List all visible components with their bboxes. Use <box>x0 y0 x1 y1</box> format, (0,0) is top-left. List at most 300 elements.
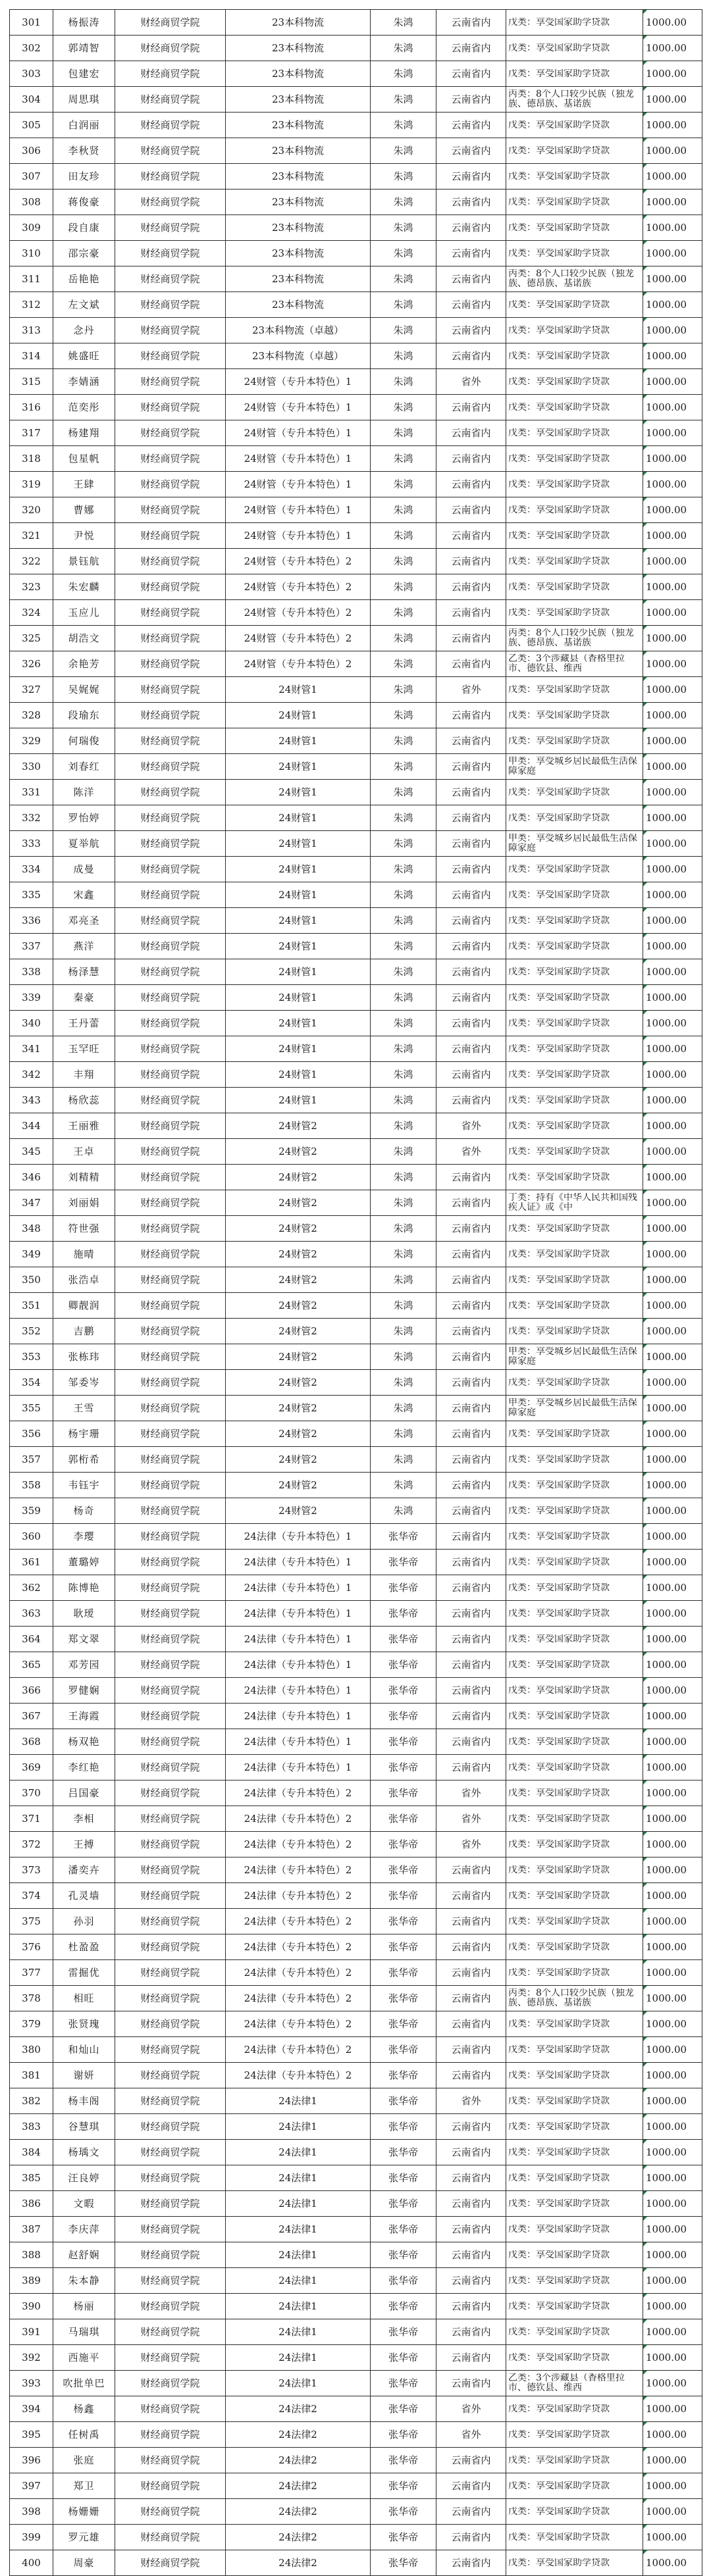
subsidy-amount-cell: 1000.00 <box>643 2319 702 2345</box>
subsidy-category-text: 戊类：享受国家助学贷款 <box>508 43 610 53</box>
school-name-cell: 财经商贸学院 <box>115 215 226 241</box>
subsidy-category-cell <box>506 1370 643 1396</box>
subsidy-amount-cell: 1000.00 <box>643 1883 702 1909</box>
origin-region-cell: 云南省内 <box>436 164 506 189</box>
student-name-cell: 李秋贤 <box>53 138 115 164</box>
subsidy-amount-cell: 1000.00 <box>643 2473 702 2499</box>
subsidy-category-text: 戊类：享受国家助学贷款 <box>508 2532 610 2542</box>
subsidy-amount-cell: 1000.00 <box>643 1678 702 1704</box>
table-row <box>10 1190 702 1216</box>
subsidy-amount-cell: 1000.00 <box>643 1319 702 1344</box>
school-name-cell: 财经商贸学院 <box>115 87 226 113</box>
counselor-name-cell: 朱鸿 <box>371 1267 436 1293</box>
subsidy-category-cell <box>506 1293 643 1319</box>
student-name-cell: 罗元雄 <box>53 2525 115 2550</box>
subsidy-category-text: 戊类：享受国家助学贷款 <box>508 2224 610 2235</box>
counselor-name-cell: 张华帝 <box>371 1575 436 1601</box>
counselor-name-cell: 朱鸿 <box>371 343 436 369</box>
subsidy-category-text: 戊类：享受国家助学贷款 <box>508 1223 610 1234</box>
subsidy-category-cell <box>506 446 643 472</box>
subsidy-category-cell <box>506 1498 643 1524</box>
row-number-cell: 379 <box>10 2011 53 2037</box>
origin-region-cell: 省外 <box>436 677 506 703</box>
subsidy-amount-cell: 1000.00 <box>643 2217 702 2242</box>
student-name-cell: 白润丽 <box>53 113 115 138</box>
origin-region-cell: 云南省内 <box>436 1319 506 1344</box>
subsidy-amount-cell: 1000.00 <box>643 1857 702 1883</box>
origin-region-cell: 云南省内 <box>436 1601 506 1627</box>
origin-region-cell: 云南省内 <box>436 446 506 472</box>
origin-region-cell: 云南省内 <box>436 497 506 523</box>
subsidy-category-cell <box>506 1319 643 1344</box>
student-name-cell: 宋鑫 <box>53 882 115 908</box>
school-name-cell: 财经商贸学院 <box>115 2217 226 2242</box>
class-name-cell: 24财管1 <box>226 831 371 857</box>
origin-region-cell: 云南省内 <box>436 1704 506 1729</box>
student-name-cell: 段瑜东 <box>53 703 115 728</box>
school-name-cell: 财经商贸学院 <box>115 1319 226 1344</box>
origin-region-cell: 云南省内 <box>436 1729 506 1755</box>
subsidy-category-cell <box>506 1113 643 1139</box>
class-name-cell: 24财管（专升本特色）1 <box>226 369 371 395</box>
subsidy-category-text: 戊类：享受国家助学贷款 <box>508 17 610 28</box>
school-name-cell: 财经商贸学院 <box>115 1960 226 1986</box>
subsidy-category-text: 戊类：享受国家助学贷款 <box>508 2096 610 2106</box>
subsidy-category-cell <box>506 2191 643 2217</box>
student-name-cell: 李璎 <box>53 1524 115 1550</box>
subsidy-amount-cell: 1000.00 <box>643 395 702 420</box>
row-number-cell: 327 <box>10 677 53 703</box>
school-name-cell: 财经商贸学院 <box>115 369 226 395</box>
class-name-cell: 24法律2 <box>226 2525 371 2550</box>
subsidy-amount-cell: 1000.00 <box>643 1447 702 1473</box>
school-name-cell: 财经商贸学院 <box>115 1755 226 1780</box>
student-name-cell: 朱本静 <box>53 2268 115 2294</box>
subsidy-category-text: 戊类：享受国家助学贷款 <box>508 1685 610 1696</box>
origin-region-cell: 云南省内 <box>436 2217 506 2242</box>
student-name-cell: 郭靖智 <box>53 36 115 61</box>
subsidy-category-text: 戊类：享受国家助学贷款 <box>508 890 610 900</box>
school-name-cell: 财经商贸学院 <box>115 2140 226 2165</box>
school-name-cell: 财经商贸学院 <box>115 138 226 164</box>
class-name-cell: 24法律（专升本特色）1 <box>226 1524 371 1550</box>
row-number-cell: 302 <box>10 36 53 61</box>
class-name-cell: 24财管1 <box>226 677 371 703</box>
student-name-cell: 景钰航 <box>53 549 115 574</box>
subsidy-category-cell <box>506 369 643 395</box>
student-name-cell: 吕国豪 <box>53 1780 115 1806</box>
school-name-cell: 财经商贸学院 <box>115 1934 226 1960</box>
counselor-name-cell: 张华帝 <box>371 2268 436 2294</box>
table-row <box>10 10 702 36</box>
counselor-name-cell: 朱鸿 <box>371 677 436 703</box>
table-row <box>10 2268 702 2294</box>
row-number-cell: 396 <box>10 2448 53 2473</box>
row-number-cell: 323 <box>10 574 53 600</box>
subsidy-category-cell <box>506 1883 643 1909</box>
subsidy-category-text: 戊类：享受国家助学贷款 <box>508 1736 610 1747</box>
origin-region-cell: 云南省内 <box>436 1755 506 1780</box>
class-name-cell: 24财管1 <box>226 882 371 908</box>
school-name-cell: 财经商贸学院 <box>115 1832 226 1857</box>
counselor-name-cell: 张华帝 <box>371 1909 436 1934</box>
subsidy-category-text: 乙类：3个涉藏县（香格里拉市、德钦县、维西 <box>508 2373 625 2393</box>
origin-region-cell: 省外 <box>436 369 506 395</box>
class-name-cell: 24法律（专升本特色）2 <box>226 1986 371 2011</box>
school-name-cell: 财经商贸学院 <box>115 1088 226 1113</box>
row-number-cell: 308 <box>10 189 53 215</box>
origin-region-cell: 云南省内 <box>436 908 506 934</box>
subsidy-category-cell <box>506 2550 643 2576</box>
row-number-cell: 315 <box>10 369 53 395</box>
counselor-name-cell: 朱鸿 <box>371 1473 436 1498</box>
subsidy-category-cell <box>506 1755 643 1780</box>
subsidy-category-cell <box>506 1139 643 1165</box>
subsidy-category-text: 戊类：享受国家助学贷款 <box>508 1480 610 1490</box>
subsidy-amount-cell: 1000.00 <box>643 266 702 292</box>
row-number-cell: 359 <box>10 1498 53 1524</box>
subsidy-amount-cell: 1000.00 <box>643 523 702 549</box>
class-name-cell: 24财管2 <box>226 1293 371 1319</box>
subsidy-amount-cell: 1000.00 <box>643 2396 702 2422</box>
subsidy-category-cell <box>506 292 643 318</box>
origin-region-cell: 云南省内 <box>436 113 506 138</box>
row-number-cell: 386 <box>10 2191 53 2217</box>
subsidy-category-text: 戊类：享受国家助学贷款 <box>508 1967 610 1978</box>
table-row <box>10 1883 702 1909</box>
subsidy-category-text: 甲类：享受城乡居民最低生活保障家庭 <box>508 1347 637 1367</box>
table-body <box>10 10 702 2576</box>
subsidy-category-text: 戊类：享受国家助学贷款 <box>508 813 610 823</box>
table-row <box>10 1216 702 1242</box>
row-number-cell: 346 <box>10 1165 53 1190</box>
counselor-name-cell: 朱鸿 <box>371 1011 436 1036</box>
row-number-cell: 391 <box>10 2319 53 2345</box>
origin-region-cell: 省外 <box>436 2422 506 2448</box>
class-name-cell: 24法律1 <box>226 2140 371 2165</box>
table-row <box>10 626 702 651</box>
subsidy-category-cell <box>506 395 643 420</box>
subsidy-category-cell <box>506 2165 643 2191</box>
school-name-cell: 财经商贸学院 <box>115 1011 226 1036</box>
table-row <box>10 2088 702 2114</box>
school-name-cell: 财经商贸学院 <box>115 10 226 36</box>
origin-region-cell: 云南省内 <box>436 10 506 36</box>
table-row <box>10 2525 702 2550</box>
class-name-cell: 24财管2 <box>226 1498 371 1524</box>
origin-region-cell: 云南省内 <box>436 61 506 87</box>
subsidy-category-text: 戊类：享受国家助学贷款 <box>508 1121 610 1131</box>
table-row <box>10 2037 702 2063</box>
student-name-cell: 杨振涛 <box>53 10 115 36</box>
subsidy-amount-cell: 1000.00 <box>643 1575 702 1601</box>
table-row <box>10 1293 702 1319</box>
school-name-cell: 财经商贸学院 <box>115 805 226 831</box>
row-number-cell: 367 <box>10 1704 53 1729</box>
counselor-name-cell: 朱鸿 <box>371 1216 436 1242</box>
counselor-name-cell: 张华帝 <box>371 2371 436 2396</box>
row-number-cell: 360 <box>10 1524 53 1550</box>
class-name-cell: 24法律（专升本特色）1 <box>226 1575 371 1601</box>
student-name-cell: 成曼 <box>53 857 115 882</box>
subsidy-category-text: 戊类：享受国家助学贷款 <box>508 1095 610 1105</box>
row-number-cell: 328 <box>10 703 53 728</box>
subsidy-amount-cell: 1000.00 <box>643 1421 702 1447</box>
subsidy-amount-cell: 1000.00 <box>643 2371 702 2396</box>
subsidy-amount-cell: 1000.00 <box>643 318 702 343</box>
subsidy-category-cell <box>506 780 643 805</box>
origin-region-cell: 云南省内 <box>436 266 506 292</box>
student-name-cell: 姚盛旺 <box>53 343 115 369</box>
origin-region-cell: 云南省内 <box>436 36 506 61</box>
subsidy-amount-cell: 1000.00 <box>643 1396 702 1421</box>
origin-region-cell: 云南省内 <box>436 1011 506 1036</box>
table-row <box>10 2063 702 2088</box>
table-row <box>10 1319 702 1344</box>
table-row <box>10 113 702 138</box>
subsidy-category-cell <box>506 87 643 113</box>
subsidy-category-text: 戊类：享受国家助学贷款 <box>508 2198 610 2209</box>
subsidy-category-text: 丙类：8个人口较少民族（独龙族、德昂族、基诺族 <box>508 1988 634 2008</box>
subsidy-category-cell <box>506 2037 643 2063</box>
origin-region-cell: 云南省内 <box>436 1934 506 1960</box>
school-name-cell: 财经商贸学院 <box>115 1780 226 1806</box>
school-name-cell: 财经商贸学院 <box>115 1139 226 1165</box>
table-row <box>10 677 702 703</box>
subsidy-amount-cell: 1000.00 <box>643 2525 702 2550</box>
row-number-cell: 366 <box>10 1678 53 1704</box>
table-row <box>10 2140 702 2165</box>
subsidy-amount-cell: 1000.00 <box>643 2422 702 2448</box>
subsidy-category-text: 戊类：享受国家助学贷款 <box>508 607 610 618</box>
student-name-cell: 陈洋 <box>53 780 115 805</box>
student-name-cell: 董璐婷 <box>53 1550 115 1575</box>
origin-region-cell: 云南省内 <box>436 1421 506 1447</box>
subsidy-amount-cell: 1000.00 <box>643 574 702 600</box>
class-name-cell: 23本科物流（卓越） <box>226 318 371 343</box>
table-row <box>10 2319 702 2345</box>
subsidy-category-text: 戊类：享受国家助学贷款 <box>508 2558 610 2568</box>
table-row <box>10 1421 702 1447</box>
counselor-name-cell: 朱鸿 <box>371 395 436 420</box>
row-number-cell: 352 <box>10 1319 53 1344</box>
student-name-cell: 杨姗姗 <box>53 2499 115 2525</box>
school-name-cell: 财经商贸学院 <box>115 2371 226 2396</box>
student-name-cell: 包星帆 <box>53 446 115 472</box>
class-name-cell: 24财管（专升本特色）2 <box>226 574 371 600</box>
origin-region-cell: 云南省内 <box>436 292 506 318</box>
subsidy-category-text: 戊类：享受国家助学贷款 <box>508 1018 610 1028</box>
student-name-cell: 秦豪 <box>53 985 115 1011</box>
counselor-name-cell: 张华帝 <box>371 2396 436 2422</box>
subsidy-category-text: 戊类：享受国家助学贷款 <box>508 2429 610 2440</box>
table-row <box>10 472 702 497</box>
subsidy-category-cell <box>506 2422 643 2448</box>
origin-region-cell: 云南省内 <box>436 241 506 266</box>
class-name-cell: 24财管（专升本特色）1 <box>226 523 371 549</box>
subsidy-amount-cell: 1000.00 <box>643 1909 702 1934</box>
subsidy-amount-cell: 1000.00 <box>643 113 702 138</box>
table-row <box>10 882 702 908</box>
subsidy-category-text: 戊类：享受国家助学贷款 <box>508 505 610 515</box>
subsidy-category-cell <box>506 1960 643 1986</box>
table-row <box>10 292 702 318</box>
student-name-cell: 念丹 <box>53 318 115 343</box>
student-name-cell: 西施平 <box>53 2345 115 2371</box>
table-row <box>10 189 702 215</box>
subsidy-category-text: 戊类：享受国家助学贷款 <box>508 2506 610 2517</box>
origin-region-cell: 云南省内 <box>436 1165 506 1190</box>
row-number-cell: 372 <box>10 1832 53 1857</box>
subsidy-category-cell <box>506 1934 643 1960</box>
counselor-name-cell: 张华帝 <box>371 2037 436 2063</box>
class-name-cell: 23本科物流 <box>226 87 371 113</box>
subsidy-amount-cell: 1000.00 <box>643 677 702 703</box>
student-name-cell: 朱宏麟 <box>53 574 115 600</box>
subsidy-category-cell <box>506 138 643 164</box>
class-name-cell: 24法律（专升本特色）2 <box>226 1909 371 1934</box>
subsidy-category-cell <box>506 626 643 651</box>
subsidy-amount-cell: 1000.00 <box>643 1755 702 1780</box>
subsidy-category-cell <box>506 1678 643 1704</box>
origin-region-cell: 云南省内 <box>436 215 506 241</box>
table-row <box>10 1934 702 1960</box>
subsidy-category-cell <box>506 549 643 574</box>
subsidy-category-cell <box>506 189 643 215</box>
row-number-cell: 397 <box>10 2473 53 2499</box>
class-name-cell: 24财管（专升本特色）2 <box>226 549 371 574</box>
origin-region-cell: 云南省内 <box>436 2191 506 2217</box>
subsidy-category-cell <box>506 1575 643 1601</box>
table-row <box>10 1344 702 1370</box>
school-name-cell: 财经商贸学院 <box>115 1370 226 1396</box>
origin-region-cell: 云南省内 <box>436 1216 506 1242</box>
counselor-name-cell: 朱鸿 <box>371 857 436 882</box>
row-number-cell: 344 <box>10 1113 53 1139</box>
subsidy-amount-cell: 1000.00 <box>643 703 702 728</box>
subsidy-amount-cell: 1000.00 <box>643 292 702 318</box>
school-name-cell: 财经商贸学院 <box>115 2550 226 2576</box>
counselor-name-cell: 张华帝 <box>371 1883 436 1909</box>
origin-region-cell: 云南省内 <box>436 1396 506 1421</box>
subsidy-category-text: 戊类：享受国家助学贷款 <box>508 736 610 746</box>
subsidy-amount-cell: 1000.00 <box>643 2140 702 2165</box>
subsidy-category-text: 戊类：享受国家助学贷款 <box>508 1890 610 1901</box>
origin-region-cell: 省外 <box>436 1139 506 1165</box>
subsidy-category-text: 戊类：享受国家助学贷款 <box>508 1300 610 1311</box>
origin-region-cell: 省外 <box>436 1832 506 1857</box>
origin-region-cell: 云南省内 <box>436 2011 506 2037</box>
table-row <box>10 241 702 266</box>
counselor-name-cell: 张华帝 <box>371 2499 436 2525</box>
subsidy-amount-cell: 1000.00 <box>643 2165 702 2191</box>
origin-region-cell: 云南省内 <box>436 703 506 728</box>
class-name-cell: 24法律（专升本特色）2 <box>226 1780 371 1806</box>
class-name-cell: 24财管（专升本特色）1 <box>226 472 371 497</box>
row-number-cell: 354 <box>10 1370 53 1396</box>
subsidy-category-text: 戊类：享受国家助学贷款 <box>508 376 610 387</box>
school-name-cell: 财经商贸学院 <box>115 318 226 343</box>
subsidy-category-text: 戊类：享受国家助学贷款 <box>508 248 610 259</box>
subsidy-amount-cell: 1000.00 <box>643 1806 702 1832</box>
class-name-cell: 23本科物流 <box>226 189 371 215</box>
subsidy-category-text: 甲类：享受城乡居民最低生活保障家庭 <box>508 1398 637 1418</box>
counselor-name-cell: 朱鸿 <box>371 446 436 472</box>
class-name-cell: 24法律2 <box>226 2448 371 2473</box>
class-name-cell: 24财管1 <box>226 908 371 934</box>
subsidy-category-text: 丙类：8个人口较少民族（独龙族、德昂族、基诺族 <box>508 628 634 648</box>
student-name-cell: 韦钰宇 <box>53 1473 115 1498</box>
class-name-cell: 24法律（专升本特色）1 <box>226 1601 371 1627</box>
subsidy-amount-cell: 1000.00 <box>643 2294 702 2319</box>
row-number-cell: 314 <box>10 343 53 369</box>
subsidy-category-cell <box>506 2371 643 2396</box>
table-row <box>10 1857 702 1883</box>
counselor-name-cell: 朱鸿 <box>371 266 436 292</box>
subsidy-amount-cell: 1000.00 <box>643 472 702 497</box>
row-number-cell: 324 <box>10 600 53 626</box>
origin-region-cell: 云南省内 <box>436 1627 506 1652</box>
class-name-cell: 24法律（专升本特色）2 <box>226 1934 371 1960</box>
counselor-name-cell: 张华帝 <box>371 2217 436 2242</box>
row-number-cell: 388 <box>10 2242 53 2268</box>
subsidy-amount-cell: 1000.00 <box>643 1550 702 1575</box>
subsidy-amount-cell: 1000.00 <box>643 2191 702 2217</box>
counselor-name-cell: 朱鸿 <box>371 1421 436 1447</box>
school-name-cell: 财经商贸学院 <box>115 549 226 574</box>
counselor-name-cell: 朱鸿 <box>371 985 436 1011</box>
school-name-cell: 财经商贸学院 <box>115 1113 226 1139</box>
subsidy-category-cell <box>506 857 643 882</box>
student-name-cell: 邹委岑 <box>53 1370 115 1396</box>
origin-region-cell: 云南省内 <box>436 1909 506 1934</box>
subsidy-amount-cell: 1000.00 <box>643 138 702 164</box>
class-name-cell: 23本科物流 <box>226 138 371 164</box>
counselor-name-cell: 张华帝 <box>371 1524 436 1550</box>
origin-region-cell: 云南省内 <box>436 959 506 985</box>
student-name-cell: 潘奕卉 <box>53 1857 115 1883</box>
class-name-cell: 24法律（专升本特色）2 <box>226 2063 371 2088</box>
table-row <box>10 1550 702 1575</box>
subsidy-amount-cell: 1000.00 <box>643 1062 702 1088</box>
school-name-cell: 财经商贸学院 <box>115 1062 226 1088</box>
origin-region-cell: 云南省内 <box>436 805 506 831</box>
student-name-cell: 杜盈盈 <box>53 1934 115 1960</box>
origin-region-cell: 云南省内 <box>436 1883 506 1909</box>
class-name-cell: 24法律（专升本特色）1 <box>226 1550 371 1575</box>
school-name-cell: 财经商贸学院 <box>115 497 226 523</box>
student-name-cell: 耿瑷 <box>53 1601 115 1627</box>
origin-region-cell: 云南省内 <box>436 1960 506 1986</box>
table-row <box>10 369 702 395</box>
subsidy-amount-cell: 1000.00 <box>643 1498 702 1524</box>
subsidy-category-text: 戊类：享受国家助学贷款 <box>508 530 610 541</box>
table-row <box>10 1678 702 1704</box>
class-name-cell: 24财管1 <box>226 934 371 959</box>
counselor-name-cell: 朱鸿 <box>371 10 436 36</box>
class-name-cell: 24法律1 <box>226 2371 371 2396</box>
table-row <box>10 908 702 934</box>
school-name-cell: 财经商贸学院 <box>115 2525 226 2550</box>
counselor-name-cell: 朱鸿 <box>371 651 436 677</box>
table-row <box>10 2191 702 2217</box>
subsidy-category-cell <box>506 1729 643 1755</box>
school-name-cell: 财经商贸学院 <box>115 1601 226 1627</box>
table-row <box>10 87 702 113</box>
student-name-cell: 吉鹏 <box>53 1319 115 1344</box>
table-row <box>10 959 702 985</box>
origin-region-cell: 云南省内 <box>436 395 506 420</box>
